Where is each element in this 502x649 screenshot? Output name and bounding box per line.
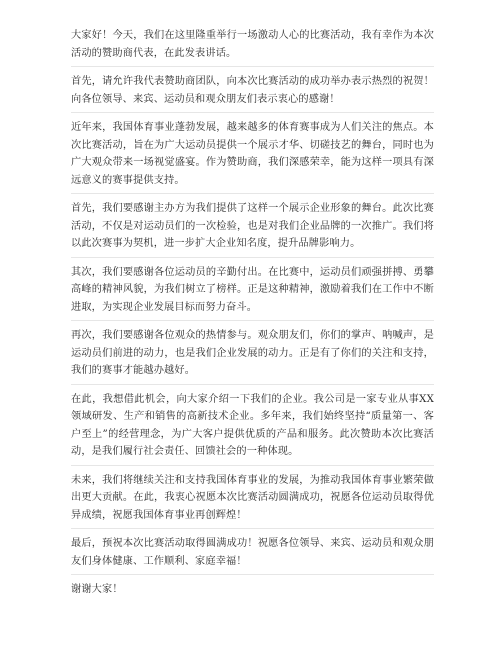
paragraph-background: 近年来，我国体育事业蓬勃发展，越来越多的体育赛事成为人们关注的焦点。本次比赛活动，旨在为广大运动员提供一个展示才华、切磋技艺的舞台，同时也为广大观众带来一场视觉盛宴。作为赞助商，我们深感荣幸，能为这样一项具有深远意义的赛事提供支持。 (71, 119, 434, 194)
paragraph-thanks-athletes: 其次，我们要感谢各位运动员的辛勤付出。在比赛中，运动员们顽强拼搏、勇攀高峰的精神风貌，为我们树立了榜样。正是这种精神，激励着我们在工作中不断进取，为实现企业发展目标而努力奋斗。 (71, 264, 434, 322)
paragraph-thank-you: 谢谢大家！ (71, 584, 123, 595)
paragraph-greeting: 大家好！今天，我们在这里隆重举行一场激动人心的比赛活动，我有幸作为本次活动的赞助商代表，在此发表讲话。 (71, 27, 434, 67)
paragraph-thanks-organizer: 首先，我们要感谢主办方为我们提供了这样一个展示企业形象的舞台。此次比赛活动，不仅是对运动员们的一次检验，也是对我们企业品牌的一次推广。我们将以此次赛事为契机，进一步扩大企业知名度，提升品牌影响力。 (71, 200, 434, 258)
paragraph-thanks-audience: 再次，我们要感谢各位观众的热情参与。观众朋友们，你们的掌声、呐喊声，是运动员们前进的动力，也是我们企业发展的动力。正是有了你们的关注和支持，我们的赛事才能越办越好。 (71, 327, 434, 385)
paragraph-company-intro: 在此，我想借此机会，向大家介绍一下我们的企业。我公司是一家专业从事XX领域研发、生产和销售的高新技术企业。多年来，我们始终坚持“质量第一、客户至上”的经营理念，为广大客户提供优质的产品和服务。此次赞助本次比赛活动，是我们履行社会责任、回馈社会的一种体现。 (71, 391, 434, 466)
paragraph-congratulations: 首先，请允许我代表赞助商团队，向本次比赛活动的成功举办表示热烈的祝贺！向各位领导、来宾、运动员和观众朋友们表示衷心的感谢！ (71, 73, 434, 113)
paragraph-closing-wishes: 最后，预祝本次比赛活动取得圆满成功！祝愿各位领导、来宾、运动员和观众朋友们身体健康、工作顺利、家庭幸福！ (71, 535, 434, 575)
paragraph-future: 未来，我们将继续关注和支持我国体育事业的发展，为推动我国体育事业繁荣做出更大贡献。在此，我衷心祝愿本次比赛活动圆满成功，祝愿各位运动员取得优异成绩，祝愿我国体育事业再创辉煌！ (71, 472, 434, 530)
